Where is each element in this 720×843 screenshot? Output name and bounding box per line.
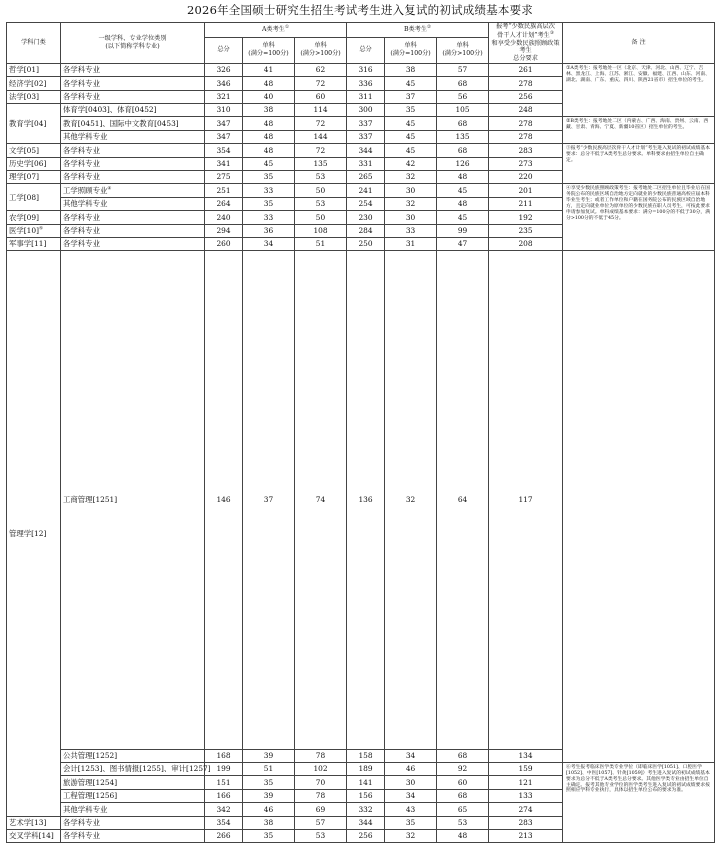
a-single-150: 74 <box>295 251 347 749</box>
score-table <box>6 22 715 843</box>
header-special-line2: 骨干人才计划”考生 <box>497 31 550 39</box>
b-single-100: 30 <box>385 184 437 197</box>
table-row <box>7 63 715 76</box>
remark-1: ①A类考生：报考地处一区（北京、天津、河北、山西、辽宁、吉林、黑龙江、上海、江苏、浙江、安徽、福建、江西、山东、河南、湖北、湖南、广东、重庆、四川、陕西21省市）招生单位的考生。 <box>563 63 715 117</box>
header-a-total: 总分 <box>205 37 243 63</box>
discipline-cell: 艺术学[13] <box>7 816 61 829</box>
a-single-100: 48 <box>243 144 295 157</box>
b-single-100: 34 <box>385 749 437 762</box>
engineering-mark: ④ <box>107 186 112 192</box>
a-single-100: 48 <box>243 117 295 130</box>
a-total: 260 <box>205 237 243 250</box>
b-single-150: 135 <box>437 130 489 143</box>
b-single-150: 65 <box>437 803 489 816</box>
discipline-cell: 哲学[01] <box>7 63 61 76</box>
major-cell: 各学科专业 <box>61 816 205 829</box>
table-row <box>7 184 715 197</box>
a-single-100: 39 <box>243 789 295 802</box>
discipline-cell <box>7 224 61 237</box>
b-total: 284 <box>347 224 385 237</box>
special-total: 274 <box>489 803 563 816</box>
discipline-cell: 文学[05] <box>7 144 61 157</box>
b-single-150: 64 <box>437 251 489 749</box>
b-single-100: 45 <box>385 77 437 90</box>
special-total: 121 <box>489 776 563 789</box>
special-total: 283 <box>489 144 563 157</box>
header-a-single-100 <box>243 37 295 63</box>
special-total: 213 <box>489 829 563 842</box>
a-single-150: 72 <box>295 144 347 157</box>
special-total: 192 <box>489 211 563 224</box>
major-cell: 各学科专业 <box>61 77 205 90</box>
header-remarks: 备 注 <box>563 23 715 64</box>
a-total: 347 <box>205 117 243 130</box>
header-a-single-150 <box>295 37 347 63</box>
special-total: 201 <box>489 184 563 197</box>
header-class-a <box>205 23 347 38</box>
b-total: 311 <box>347 90 385 103</box>
special-total: 208 <box>489 237 563 250</box>
special-total: 134 <box>489 749 563 762</box>
major-cell <box>61 184 205 197</box>
major-cell: 旅游管理[1254] <box>61 776 205 789</box>
b-total: 250 <box>347 237 385 250</box>
discipline-cell: 历史学[06] <box>7 157 61 170</box>
major-cell: 各学科专业 <box>61 237 205 250</box>
a-total: 341 <box>205 157 243 170</box>
a-single-150: 57 <box>295 816 347 829</box>
b-single-150: 105 <box>437 103 489 116</box>
major-cell: 其他学科专业 <box>61 130 205 143</box>
a-single-100: 46 <box>243 803 295 816</box>
header-special-line5: 总分要求 <box>513 55 538 63</box>
special-total: 133 <box>489 789 563 802</box>
a-single-150: 144 <box>295 130 347 143</box>
b-total: 230 <box>347 211 385 224</box>
a-single-150: 72 <box>295 117 347 130</box>
b-single-100: 37 <box>385 90 437 103</box>
a-single-150: 69 <box>295 803 347 816</box>
b-single-150: 56 <box>437 90 489 103</box>
a-single-100: 39 <box>243 749 295 762</box>
a-total: 251 <box>205 184 243 197</box>
b-single-150: 60 <box>437 776 489 789</box>
b-total: 331 <box>347 157 385 170</box>
remark-2: ②B类考生：报考地处二区（内蒙古、广西、海南、贵州、云南、西藏、甘肃、青海、宁夏、新疆10省区）招生单位的考生。 <box>563 117 715 144</box>
b-single-100: 45 <box>385 130 437 143</box>
major-cell: 其他学科专业 <box>61 803 205 816</box>
remark-4: ④享受少数民族照顾政策考生：报考地处二区招生单位且毕业后在国务院公布的民族区域自治地方定向就业的少数民族普通高校应届本科毕业生考生；或者工作单位和户籍在国务院公布的民族区域自治地方，且定向就业单位为原单位的少数民族在职人员考生，可按此要求申请参加复试。单科成绩基本要求：满分=100分的不低于30分，满分>100分的不低于45分。 <box>563 184 715 251</box>
discipline-cell: 军事学[11] <box>7 237 61 250</box>
a-total: 168 <box>205 749 243 762</box>
a-single-150: 78 <box>295 749 347 762</box>
discipline-cell: 经济学[02] <box>7 77 61 90</box>
header-class-b-mark: ② <box>427 25 432 31</box>
a-total: 342 <box>205 803 243 816</box>
a-single-100: 36 <box>243 224 295 237</box>
a-total: 240 <box>205 211 243 224</box>
header-b-single-100-line2: (满分=100分) <box>390 50 431 58</box>
a-total: 354 <box>205 816 243 829</box>
b-single-150: 99 <box>437 224 489 237</box>
a-total: 326 <box>205 63 243 76</box>
header-major-line1: 一级学科、专业学位类别 <box>98 35 167 43</box>
b-single-150: 45 <box>437 184 489 197</box>
a-single-150: 51 <box>295 237 347 250</box>
a-single-100: 37 <box>243 251 295 749</box>
header-class-a-label: A类考生 <box>261 26 285 34</box>
b-total: 241 <box>347 184 385 197</box>
a-single-150: 135 <box>295 157 347 170</box>
a-single-100: 38 <box>243 816 295 829</box>
discipline-cell: 法学[03] <box>7 90 61 103</box>
special-total: 278 <box>489 117 563 130</box>
header-a-single-100-line1: 单科 <box>262 42 275 50</box>
special-total: 159 <box>489 762 563 775</box>
a-single-150: 53 <box>295 829 347 842</box>
b-single-100: 43 <box>385 803 437 816</box>
b-single-150: 68 <box>437 77 489 90</box>
b-single-150: 126 <box>437 157 489 170</box>
b-single-150: 68 <box>437 117 489 130</box>
a-total: 346 <box>205 77 243 90</box>
major-cell: 会计[1253]、图书情报[1255]、审计[1257] <box>61 762 205 775</box>
header-class-b <box>347 23 489 38</box>
major-cell: 各学科专业 <box>61 157 205 170</box>
header-a-single-100-line2: (满分=100分) <box>248 50 289 58</box>
a-single-100: 35 <box>243 829 295 842</box>
a-single-100: 51 <box>243 762 295 775</box>
b-total: 156 <box>347 789 385 802</box>
discipline-cell-label: 医学[10] <box>9 225 39 235</box>
special-total: 211 <box>489 197 563 210</box>
b-total: 344 <box>347 816 385 829</box>
major-cell: 各学科专业 <box>61 90 205 103</box>
a-single-100: 40 <box>243 90 295 103</box>
a-single-100: 33 <box>243 184 295 197</box>
header-a-single-150-line2: (满分>100分) <box>300 50 341 58</box>
major-cell: 公共管理[1252] <box>61 749 205 762</box>
b-single-100: 35 <box>385 103 437 116</box>
special-total: 248 <box>489 103 563 116</box>
b-single-150: 48 <box>437 829 489 842</box>
a-single-150: 102 <box>295 762 347 775</box>
header-major-line2: (以下简称学科专业) <box>105 42 160 50</box>
special-total: 283 <box>489 816 563 829</box>
header-class-a-mark: ① <box>285 25 290 31</box>
b-single-100: 30 <box>385 776 437 789</box>
a-single-150: 114 <box>295 103 347 116</box>
header-class-b-label: B类考生 <box>403 26 428 34</box>
special-total: 256 <box>489 90 563 103</box>
a-single-100: 35 <box>243 197 295 210</box>
header-b-single-100 <box>385 37 437 63</box>
table-row <box>7 117 715 130</box>
a-single-150: 53 <box>295 197 347 210</box>
b-total: 141 <box>347 776 385 789</box>
discipline-cell: 理学[07] <box>7 170 61 183</box>
special-total: 273 <box>489 157 563 170</box>
header-b-single-100-line1: 单科 <box>404 42 417 50</box>
major-cell: 各学科专业 <box>61 144 205 157</box>
header-b-single-150 <box>437 37 489 63</box>
b-single-100: 32 <box>385 829 437 842</box>
header-discipline: 学科门类 <box>7 23 61 64</box>
discipline-cell: 工学[08] <box>7 184 61 211</box>
a-single-150: 50 <box>295 211 347 224</box>
b-single-150: 57 <box>437 63 489 76</box>
b-total: 265 <box>347 170 385 183</box>
table-row <box>7 762 715 775</box>
a-total: 146 <box>205 251 243 749</box>
table-row <box>7 749 715 762</box>
a-single-100: 48 <box>243 77 295 90</box>
a-single-150: 72 <box>295 77 347 90</box>
a-single-100: 34 <box>243 237 295 250</box>
b-total: 316 <box>347 63 385 76</box>
table-row <box>7 251 715 749</box>
major-cell: 体育学[0403]、体育[0452] <box>61 103 205 116</box>
major-cell: 各学科专业 <box>61 63 205 76</box>
a-total: 264 <box>205 197 243 210</box>
b-single-100: 35 <box>385 816 437 829</box>
b-single-150: 47 <box>437 237 489 250</box>
b-single-150: 53 <box>437 816 489 829</box>
b-single-150: 48 <box>437 197 489 210</box>
remark-3: ③报考“少数民族高层次骨干人才计划”考生进入复试的初试成绩基本要求：总分不低于A类考生总分要求。单科要求由招生单位自主确定。 <box>563 144 715 184</box>
b-single-100: 46 <box>385 762 437 775</box>
b-single-100: 45 <box>385 144 437 157</box>
b-single-150: 48 <box>437 170 489 183</box>
b-total: 254 <box>347 197 385 210</box>
major-cell: 工商管理[1251] <box>61 251 205 749</box>
special-total: 220 <box>489 170 563 183</box>
a-total: 199 <box>205 762 243 775</box>
b-total: 300 <box>347 103 385 116</box>
b-single-150: 92 <box>437 762 489 775</box>
discipline-cell: 管理学[12] <box>7 251 61 816</box>
b-single-100: 30 <box>385 211 437 224</box>
b-single-100: 32 <box>385 170 437 183</box>
a-single-150: 108 <box>295 224 347 237</box>
b-single-100: 38 <box>385 63 437 76</box>
header-b-total: 总分 <box>347 37 385 63</box>
b-single-150: 68 <box>437 144 489 157</box>
a-total: 354 <box>205 144 243 157</box>
a-single-100: 38 <box>243 103 295 116</box>
major-cell: 各学科专业 <box>61 829 205 842</box>
special-total: 117 <box>489 251 563 749</box>
a-total: 275 <box>205 170 243 183</box>
a-total: 321 <box>205 90 243 103</box>
b-total: 158 <box>347 749 385 762</box>
a-total: 166 <box>205 789 243 802</box>
b-single-100: 32 <box>385 197 437 210</box>
a-total: 310 <box>205 103 243 116</box>
a-single-100: 45 <box>243 157 295 170</box>
header-special-mark: ③ <box>549 30 554 36</box>
a-total: 294 <box>205 224 243 237</box>
medicine-mark: ⑤ <box>38 226 43 232</box>
special-total: 278 <box>489 77 563 90</box>
header-special-line4: 考生 <box>519 47 532 55</box>
a-single-100: 41 <box>243 63 295 76</box>
b-single-100: 34 <box>385 789 437 802</box>
b-single-150: 68 <box>437 749 489 762</box>
discipline-cell: 交叉学科[14] <box>7 829 61 842</box>
header-a-single-150-line1: 单科 <box>314 42 327 50</box>
header-b-single-150-line2: (满分>100分) <box>442 50 483 58</box>
a-single-150: 50 <box>295 184 347 197</box>
a-single-150: 70 <box>295 776 347 789</box>
b-total: 189 <box>347 762 385 775</box>
major-cell: 各学科专业 <box>61 170 205 183</box>
major-cell: 各学科专业 <box>61 211 205 224</box>
major-cell: 教育[0451]、国际中文教育[0453] <box>61 117 205 130</box>
b-total: 337 <box>347 130 385 143</box>
major-cell: 各学科专业 <box>61 224 205 237</box>
header-special-line3: 和享受少数民族照顾政策 <box>491 39 560 47</box>
b-total: 337 <box>347 117 385 130</box>
a-single-150: 53 <box>295 170 347 183</box>
special-total: 235 <box>489 224 563 237</box>
page-title: 2026年全国硕士研究生招生考试考生进入复试的初试成绩基本要求 <box>187 3 533 17</box>
header-special-line1: 报考“少数民族高层次 <box>496 23 555 30</box>
a-single-150: 62 <box>295 63 347 76</box>
b-single-100: 32 <box>385 251 437 749</box>
b-single-100: 45 <box>385 117 437 130</box>
b-single-100: 33 <box>385 224 437 237</box>
b-total: 344 <box>347 144 385 157</box>
major-cell: 工程管理[1256] <box>61 789 205 802</box>
special-total: 278 <box>489 130 563 143</box>
a-single-100: 48 <box>243 130 295 143</box>
a-total: 266 <box>205 829 243 842</box>
b-total: 332 <box>347 803 385 816</box>
a-total: 151 <box>205 776 243 789</box>
major-cell: 其他学科专业 <box>61 197 205 210</box>
header-major <box>61 23 205 64</box>
discipline-cell: 农学[09] <box>7 211 61 224</box>
a-single-150: 78 <box>295 789 347 802</box>
a-single-100: 33 <box>243 211 295 224</box>
b-single-100: 42 <box>385 157 437 170</box>
a-total: 347 <box>205 130 243 143</box>
major-cell-label: 工学照顾专业 <box>63 185 108 195</box>
header-b-single-150-line1: 单科 <box>456 42 469 50</box>
b-total: 256 <box>347 829 385 842</box>
special-total: 261 <box>489 63 563 76</box>
b-single-150: 68 <box>437 789 489 802</box>
b-single-100: 31 <box>385 237 437 250</box>
b-single-150: 45 <box>437 211 489 224</box>
a-single-100: 35 <box>243 776 295 789</box>
b-total: 136 <box>347 251 385 749</box>
a-single-100: 35 <box>243 170 295 183</box>
header-special <box>489 23 563 64</box>
table-row <box>7 144 715 157</box>
b-total: 336 <box>347 77 385 90</box>
remark-6: ⑥考生报考临床医学类专业学位（即临床医学[1051]、口腔医学[1052]、中医[1057]、针灸[1059]）考生进入复试的初试成绩基本要求为总分不低于A类考生总分要求。其他医学类专业由招生单位自主确定。报考其他专业学位的医学类考生进入复试的初试成绩要求按照相应学科专业执行，具体以招生单位公布的要求为准。 <box>563 762 715 842</box>
discipline-cell: 教育学[04] <box>7 103 61 143</box>
a-single-150: 60 <box>295 90 347 103</box>
